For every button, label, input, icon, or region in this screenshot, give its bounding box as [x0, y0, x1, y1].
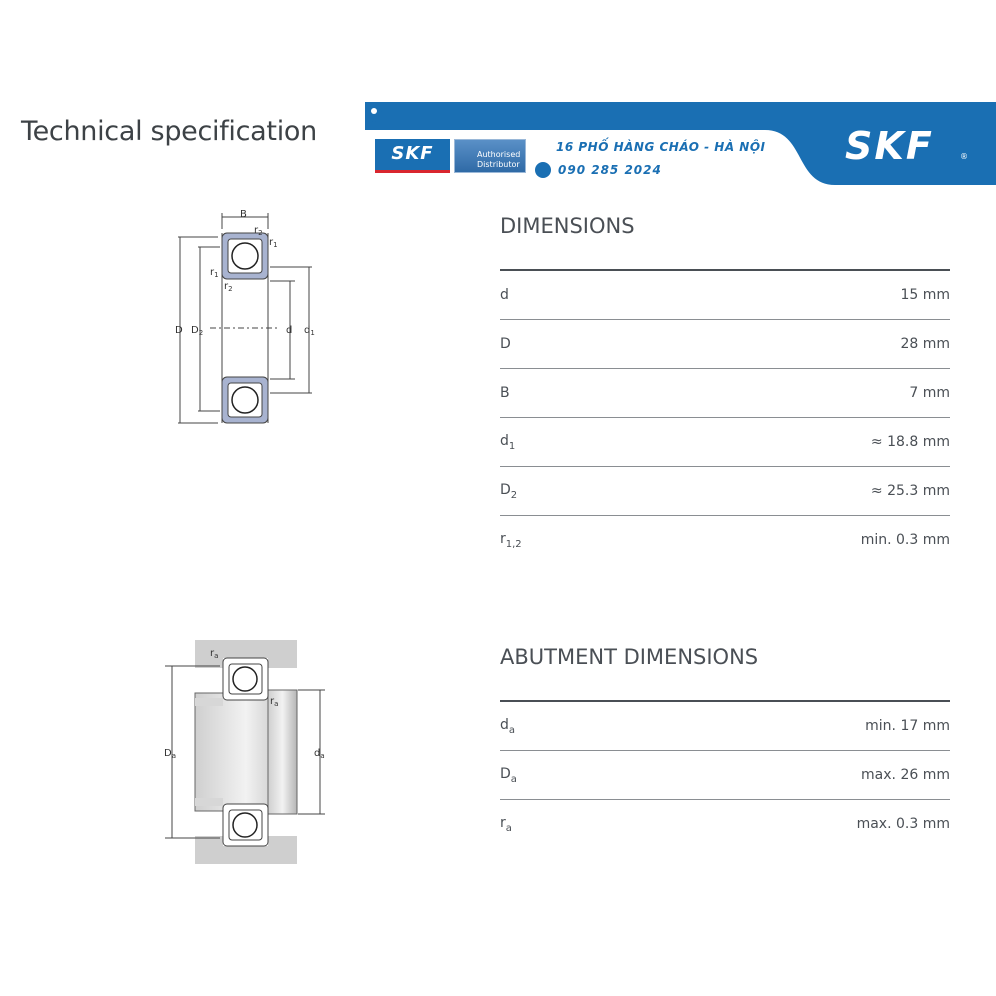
- dimension-symbol: B: [500, 385, 510, 401]
- dimension-value: max. 0.3 mm: [856, 816, 950, 832]
- page-title: Technical specification: [21, 116, 317, 147]
- distributor-banner: [365, 102, 996, 185]
- label-r1-left: $r_1$: [210, 267, 219, 279]
- dimension-symbol: $d_a$: [500, 716, 516, 736]
- label-r2-top: $r_2$: [254, 225, 263, 237]
- dimension-symbol: $D_2$: [500, 481, 518, 501]
- dimension-symbol: D: [500, 336, 511, 352]
- authorised-line2: Distributor: [477, 160, 520, 169]
- skf-small-logo: SKF: [375, 139, 450, 173]
- skf-large-logo: SKF: [845, 124, 934, 168]
- table-row: [500, 320, 950, 369]
- abutment-table: [500, 700, 950, 848]
- registered-mark: ®: [960, 152, 968, 161]
- dimensions-title: DIMENSIONS: [500, 214, 635, 238]
- table-row: [500, 751, 950, 800]
- label-B: B: [240, 209, 247, 220]
- label-D2: $D_2$: [191, 325, 204, 337]
- authorised-line1: Authorised: [477, 150, 521, 159]
- label-d: d: [286, 325, 293, 336]
- table-row: [500, 516, 950, 564]
- label-r2-left: $r_2$: [224, 281, 233, 293]
- dimensions-table: [500, 269, 950, 564]
- bearing-cross-section-diagram: [170, 205, 330, 435]
- table-row: [500, 271, 950, 320]
- table-row: [500, 418, 950, 467]
- dimension-value: min. 17 mm: [865, 718, 950, 734]
- location-pin-icon: [365, 102, 383, 124]
- label-d1: $d_1$: [304, 325, 315, 337]
- table-row: [500, 800, 950, 848]
- dimension-value: 7 mm: [909, 385, 950, 401]
- label-ra-top: $r_a$: [210, 648, 219, 660]
- label-r1-top: $r_1$: [269, 237, 278, 249]
- label-da: $d_a$: [314, 748, 325, 760]
- label-Da: $D_a$: [164, 748, 176, 760]
- label-D: D: [175, 325, 183, 336]
- dimension-symbol: $r_{1,2}$: [500, 530, 522, 550]
- dimension-symbol: $r_a$: [500, 814, 512, 834]
- dimension-value: max. 26 mm: [861, 767, 950, 783]
- abutment-title: ABUTMENT DIMENSIONS: [500, 645, 759, 669]
- phone-number: 090 285 2024: [558, 163, 662, 177]
- abutment-diagram: [160, 638, 340, 868]
- dimension-symbol: d: [500, 287, 509, 303]
- table-row: [500, 369, 950, 418]
- dimension-value: 28 mm: [900, 336, 950, 352]
- address-text: 16 PHỐ HÀNG CHÁO - HÀ NỘI: [556, 140, 766, 154]
- dimension-value: ≈ 25.3 mm: [870, 483, 950, 499]
- label-ra-right: $r_a$: [270, 696, 279, 708]
- table-row: [500, 467, 950, 516]
- table-row: [500, 702, 950, 751]
- dimension-value: 15 mm: [900, 287, 950, 303]
- dimension-symbol: $D_a$: [500, 765, 517, 785]
- dimension-value: min. 0.3 mm: [860, 532, 950, 548]
- authorised-distributor-badge: [454, 139, 526, 173]
- dimension-value: ≈ 18.8 mm: [870, 434, 950, 450]
- phone-icon: [535, 162, 551, 178]
- dimension-symbol: $d_1$: [500, 432, 516, 452]
